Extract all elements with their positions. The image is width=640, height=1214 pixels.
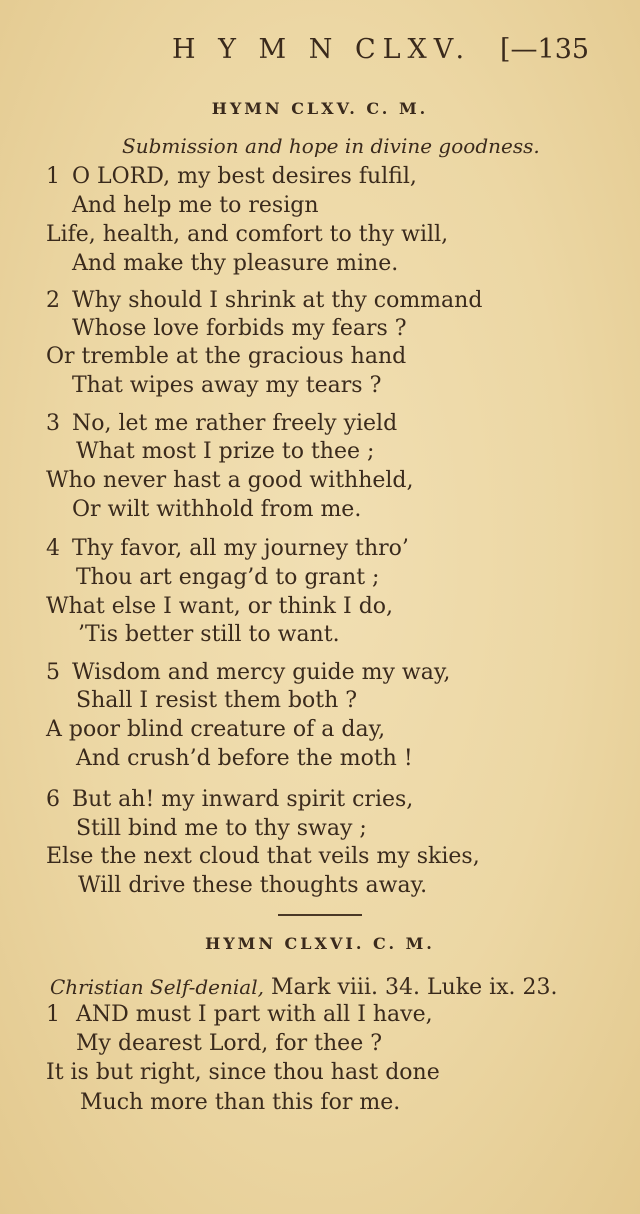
hymn-166-subtitle bbox=[50, 975, 558, 1000]
verse-line: But ah! my inward spirit cries, bbox=[72, 787, 414, 812]
verse-line: What most I prize to thee ; bbox=[76, 439, 375, 464]
verse-line: ’Tis better still to want. bbox=[78, 622, 340, 647]
page-number: [—135 bbox=[500, 34, 590, 65]
stanza-number: 1 bbox=[46, 1002, 60, 1027]
verse-line: O LORD, my best desires fulfil, bbox=[72, 164, 417, 189]
hymn-166-scripture-reference: Mark viii. 34. Luke ix. 23. bbox=[263, 975, 558, 1000]
verse-line: Life, health, and comfort to thy will, bbox=[46, 222, 449, 247]
verse-line: That wipes away my tears ? bbox=[72, 373, 382, 398]
verse-line: Else the next cloud that veils my skies, bbox=[46, 844, 480, 869]
verse-line: What else I want, or think I do, bbox=[46, 594, 394, 619]
verse-line: No, let me rather freely yield bbox=[72, 411, 398, 436]
stanza-number: 1 bbox=[46, 164, 60, 189]
verse-line: It is but right, since thou hast done bbox=[46, 1060, 440, 1085]
verse-line: And make thy pleasure mine. bbox=[72, 251, 399, 276]
stanza-number: 6 bbox=[46, 787, 60, 812]
verse-line: A poor blind creature of a day, bbox=[46, 717, 386, 742]
stanza-number: 3 bbox=[46, 411, 60, 436]
verse-line: Will drive these thoughts away. bbox=[78, 873, 428, 898]
verse-line: Or tremble at the gracious hand bbox=[46, 344, 407, 369]
verse-line: And crush’d before the moth ! bbox=[76, 746, 413, 771]
verse-line: Whose love forbids my fears ? bbox=[72, 316, 407, 341]
verse-line: Or wilt withhold from me. bbox=[72, 497, 362, 522]
verse-line: Who never hast a good withheld, bbox=[46, 468, 414, 493]
verse-line: Why should I shrink at thy command bbox=[72, 288, 483, 313]
hymn-166-heading: HYMN CLXVI. C. M. bbox=[205, 934, 435, 953]
hymn-166-subtitle-title: Christian Self-denial, bbox=[50, 975, 264, 999]
section-divider bbox=[278, 914, 362, 916]
hymn-165-subtitle: Submission and hope in divine goodness. bbox=[122, 134, 540, 158]
verse-line: AND must I part with all I have, bbox=[76, 1002, 433, 1027]
verse-line: Wisdom and mercy guide my way, bbox=[72, 660, 451, 685]
running-head bbox=[0, 34, 640, 74]
running-title: H Y M N CLXV. bbox=[172, 34, 472, 65]
stanza-number: 2 bbox=[46, 288, 60, 313]
verse-line: Shall I resist them both ? bbox=[76, 688, 358, 713]
verse-line: Thou art engag’d to grant ; bbox=[76, 565, 380, 590]
verse-line: And help me to resign bbox=[72, 193, 319, 218]
verse-line: Still bind me to thy sway ; bbox=[76, 816, 367, 841]
stanza-number: 5 bbox=[46, 660, 60, 685]
verse-line: Much more than this for me. bbox=[80, 1090, 401, 1115]
verse-line: My dearest Lord, for thee ? bbox=[76, 1031, 383, 1056]
verse-line: Thy favor, all my journey thro’ bbox=[72, 536, 409, 561]
hymn-165-heading: HYMN CLXV. C. M. bbox=[211, 99, 429, 118]
stanza-number: 4 bbox=[46, 536, 60, 561]
